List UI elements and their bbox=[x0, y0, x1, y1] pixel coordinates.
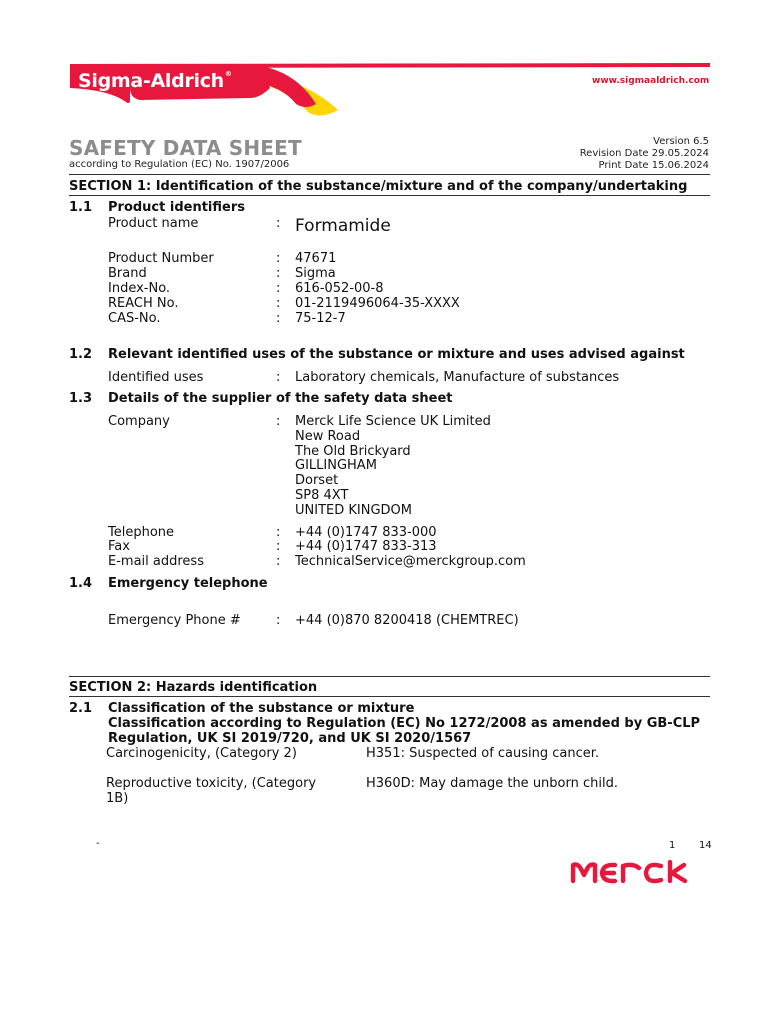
divider bbox=[69, 174, 710, 175]
email-value[interactable]: TechnicalService@merckgroup.com bbox=[295, 554, 526, 569]
colon: : bbox=[276, 251, 281, 266]
hazard-class: Carcinogenicity, (Category 2) bbox=[106, 746, 297, 761]
section-number: 1.1 bbox=[69, 200, 93, 215]
subsection-title: Relevant identified uses of the substance or mixture and uses advised against bbox=[108, 347, 685, 362]
section1-heading: SECTION 1: Identification of the substance/mixture and of the company/undertaking bbox=[69, 179, 688, 194]
subsection-title: Emergency telephone bbox=[108, 576, 268, 591]
print-date: Print Date 15.06.2024 bbox=[598, 160, 709, 171]
identified-uses-label: Identified uses bbox=[108, 370, 204, 385]
reach-no-value: 01-2119496064-35-XXXX bbox=[295, 296, 460, 311]
colon: : bbox=[276, 370, 281, 385]
company-line: Dorset bbox=[295, 473, 339, 488]
colon: : bbox=[276, 216, 281, 231]
hazard-class-cont: 1B) bbox=[106, 791, 129, 806]
emergency-phone-label: Emergency Phone # bbox=[108, 613, 241, 628]
colon: : bbox=[276, 613, 281, 628]
divider bbox=[69, 696, 710, 697]
fax-label: Fax bbox=[108, 539, 130, 554]
telephone-value: +44 (0)1747 833-000 bbox=[295, 525, 437, 540]
company-line: UNITED KINGDOM bbox=[295, 503, 412, 518]
emergency-phone-value: +44 (0)870 8200418 (CHEMTREC) bbox=[295, 613, 519, 628]
divider bbox=[69, 195, 710, 196]
index-no-value: 616-052-00-8 bbox=[295, 281, 384, 296]
product-number-value: 47671 bbox=[295, 251, 337, 266]
colon: : bbox=[276, 554, 281, 569]
hazard-statement: H360D: May damage the unborn child. bbox=[366, 776, 618, 791]
colon: : bbox=[276, 539, 281, 554]
section-number: 2.1 bbox=[69, 701, 93, 716]
reach-no-label: REACH No. bbox=[108, 296, 179, 311]
product-name: Formamide bbox=[295, 216, 391, 236]
hazard-class: Reproductive toxicity, (Category bbox=[106, 776, 317, 791]
version: Version 6.5 bbox=[653, 136, 709, 147]
section-number: 1.3 bbox=[69, 391, 93, 406]
sigma-aldrich-logo: Sigma-Aldrich® bbox=[78, 70, 232, 92]
brand-value: Sigma bbox=[295, 266, 336, 281]
colon: : bbox=[276, 296, 281, 311]
company-line: GILLINGHAM bbox=[295, 458, 377, 473]
merck-logo bbox=[569, 859, 715, 885]
company-line: The Old Brickyard bbox=[295, 444, 411, 459]
footer-dash: - bbox=[96, 838, 100, 849]
cas-no-label: CAS-No. bbox=[108, 311, 161, 326]
company-line: SP8 4XT bbox=[295, 488, 349, 503]
classification-regulation-cont: Regulation, UK SI 2019/720, and UK SI 2020/1567 bbox=[108, 731, 472, 746]
section2-heading: SECTION 2: Hazards identification bbox=[69, 680, 318, 695]
email-label: E-mail address bbox=[108, 554, 204, 569]
product-name-label: Product name bbox=[108, 216, 199, 231]
company-label: Company bbox=[108, 414, 170, 429]
index-no-label: Index-No. bbox=[108, 281, 171, 296]
cas-no-value: 75-12-7 bbox=[295, 311, 346, 326]
colon: : bbox=[276, 525, 281, 540]
revision-date: Revision Date 29.05.2024 bbox=[579, 148, 709, 159]
regulation-reference: according to Regulation (EC) No. 1907/2006 bbox=[69, 159, 290, 170]
brand-label: Brand bbox=[108, 266, 147, 281]
page-total: 14 bbox=[699, 840, 712, 851]
website-url[interactable]: www.sigmaaldrich.com bbox=[592, 76, 710, 86]
subsection-title: Details of the supplier of the safety data sheet bbox=[108, 391, 453, 406]
company-line: Merck Life Science UK Limited bbox=[295, 414, 491, 429]
document-title: SAFETY DATA SHEET bbox=[69, 136, 302, 160]
colon: : bbox=[276, 311, 281, 326]
company-line: New Road bbox=[295, 429, 361, 444]
section-number: 1.2 bbox=[69, 347, 93, 362]
section-number: 1.4 bbox=[69, 576, 93, 591]
product-number-label: Product Number bbox=[108, 251, 214, 266]
classification-regulation: Classification according to Regulation (EC) No 1272/2008 as amended by GB-CLP bbox=[108, 716, 701, 731]
subsection-title: Classification of the substance or mixture bbox=[108, 701, 415, 716]
subsection-title: Product identifiers bbox=[108, 200, 245, 215]
hazard-statement: H351: Suspected of causing cancer. bbox=[366, 746, 600, 761]
identified-uses-value: Laboratory chemicals, Manufacture of substances bbox=[295, 370, 620, 385]
fax-value: +44 (0)1747 833-313 bbox=[295, 539, 437, 554]
divider bbox=[69, 676, 710, 677]
colon: : bbox=[276, 281, 281, 296]
page-number: 1 bbox=[669, 840, 676, 851]
colon: : bbox=[276, 414, 281, 429]
colon: : bbox=[276, 266, 281, 281]
telephone-label: Telephone bbox=[108, 525, 175, 540]
